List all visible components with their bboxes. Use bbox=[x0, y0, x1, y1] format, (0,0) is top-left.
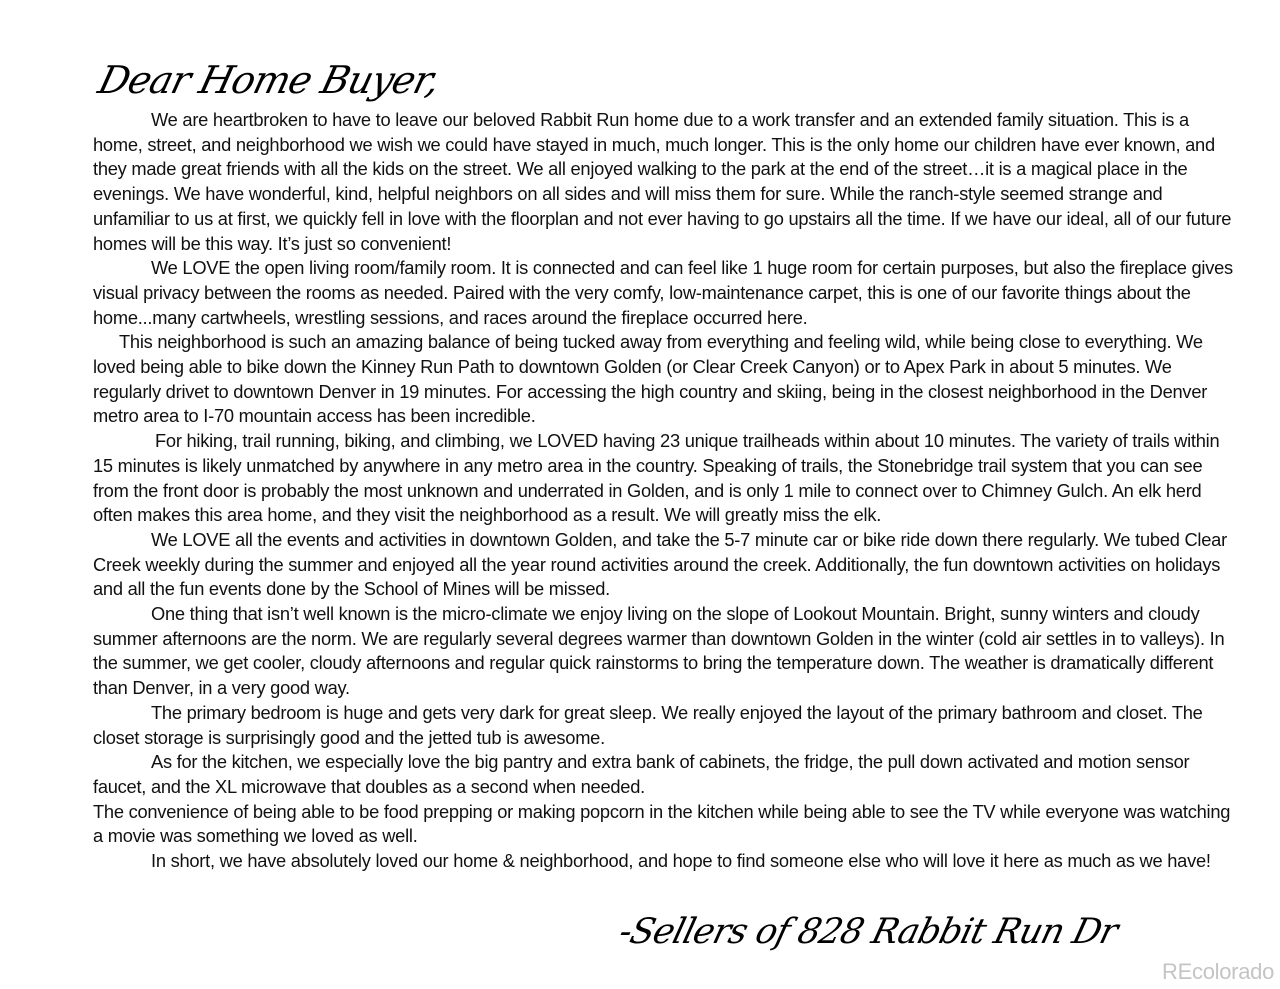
letter-paragraph: For hiking, trail running, biking, and climbing, we LOVED having 23 unique trailheads within about 10 minutes. The variety of trails within 15 minutes is likely unmatched by anywhere in any metro area in the country. Speaking of trails, the Stonebridge trail system that you can see from the front door is probably the most unknown and underrated in Golden, and is only 1 mile to connect over to Chimney Gulch. An elk herd often makes this area home, and they visit the neighborhood as a result. We will greatly miss the elk. bbox=[93, 430, 1220, 526]
letter-paragraph: The primary bedroom is huge and gets very dark for great sleep. We really enjoyed the layout of the primary bathroom and closet. The closet storage is surprisingly good and the jetted tub is awesome. bbox=[93, 701, 1203, 748]
letter-paragraph: As for the kitchen, we especially love the big pantry and extra bank of cabinets, the fridge, the pull down activated and motion sensor faucet, and the XL microwave that doubles as a second when needed. bbox=[93, 751, 1190, 797]
letter-paragraph: We LOVE all the events and activities in downtown Golden, and take the 5-7 minute car or bike ride down there regularly. We tubed Clear Creek weekly during the summer and enjoyed all the year round activities around the creek. Additionally, the fun downtown activities on holidays and all the fun events done by the School of Mines will be missed. bbox=[93, 528, 1227, 600]
letter-paragraph: In short, we have absolutely loved our home & neighborhood, and hope to find someone else who will love it here as much as we have! bbox=[151, 850, 1211, 872]
letter-paragraph: We are heartbroken to have to leave our beloved Rabbit Run home due to a work transfer and an extended family situation. This is a home, street, and neighborhood we wish we could have stayed in much, much longer. This is the only home our children have ever known, and they made great friends with all the kids on the street. We all enjoyed walking to the park at the end of the street…it is a magical place in the evenings. We have wonderful, kind, helpful neighbors on all sides and will miss them for sure. While the ranch-style seemed strange and unfamiliar to us at first, we quickly fell in love with the floorplan and not ever having to go upstairs all the time. If we have our ideal, all of our future homes will be this way. It’s just so convenient! bbox=[93, 109, 1232, 254]
letter-greeting: Dear Home Buyer, bbox=[94, 58, 444, 102]
letter-paragraph: We LOVE the open living room/family room. It is connected and can feel like 1 huge room for certain purposes, but also the fireplace gives visual privacy between the rooms as needed. Paired with the very comfy, low-maintenance carpet, this is one of our favorite things about the home...many cartwheels, wrestling sessions, and races around the fireplace occurred here. bbox=[93, 257, 1233, 328]
letter-signature: -Sellers of 828 Rabbit Run Dr bbox=[615, 912, 1122, 952]
letter-body bbox=[93, 108, 1233, 874]
letter-paragraph: One thing that isn’t well known is the micro-climate we enjoy living on the slope of Lookout Mountain. Bright, sunny winters and cloudy summer afternoons are the norm. We are regularly several degrees warmer than downtown Golden in the winter (cold air settles in to valleys). In the summer, we get cooler, cloudy afternoons and regular quick rainstorms to bring the temperature down. The weather is dramatically different than Denver, in a very good way. bbox=[93, 603, 1225, 699]
recolorado-watermark: REcolorado bbox=[1162, 959, 1274, 984]
letter-paragraph: The convenience of being able to be food prepping or making popcorn in the kitchen while being able to see the TV while everyone was watching a movie was something we loved as well. bbox=[93, 800, 1231, 847]
letter-paragraph: This neighborhood is such an amazing balance of being tucked away from everything and feeling wild, while being close to everything. We loved being able to bike down the Kinney Run Path to downtown Golden (or Clear Creek Canyon) or to Apex Park in about 5 minutes. We regularly drivet to downtown Denver in 19 minutes. For accessing the high country and skiing, being in the closest neighborhood in the Denver metro area to I-70 mountain access has been incredible. bbox=[93, 331, 1208, 427]
